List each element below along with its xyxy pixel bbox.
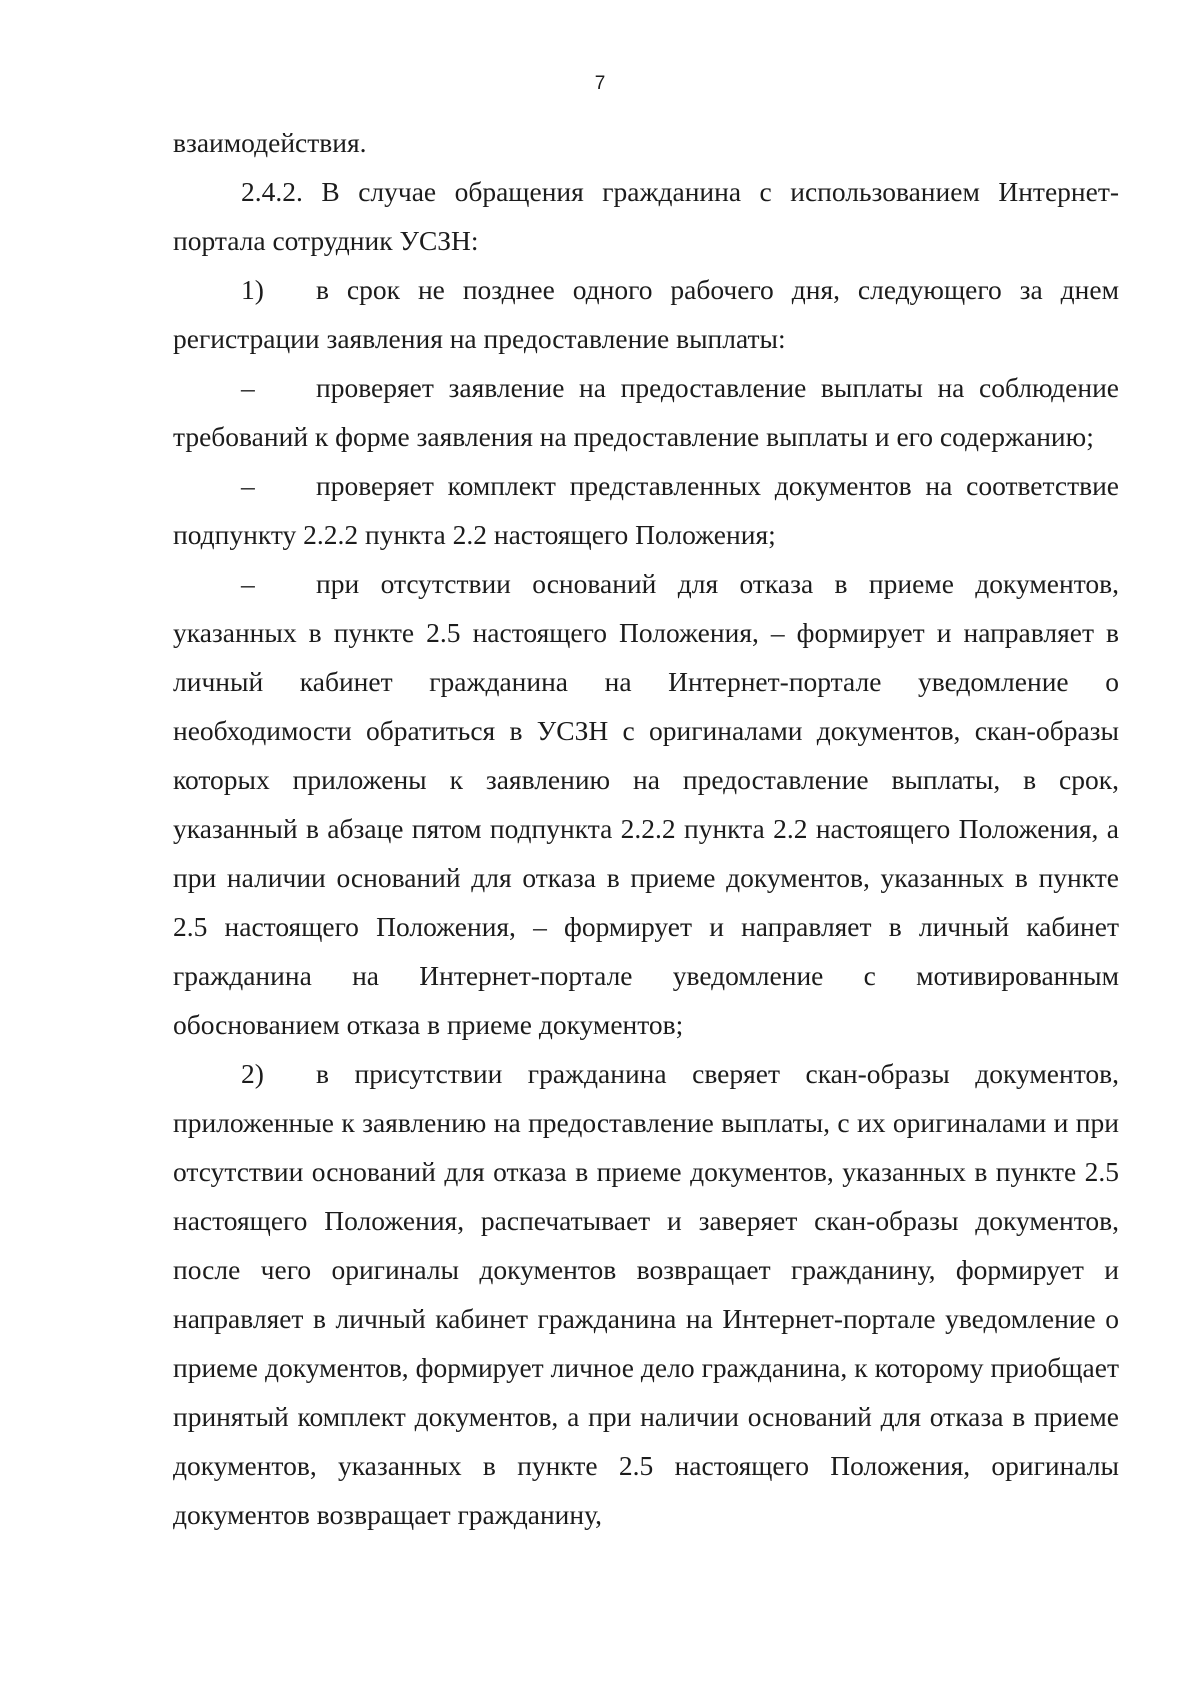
list-marker: 2) bbox=[241, 1058, 264, 1089]
list-marker: – bbox=[241, 372, 255, 403]
dash-item-check-documents bbox=[173, 461, 1119, 559]
paragraph-text: взаимодействия. bbox=[173, 127, 367, 158]
paragraph-text: проверяет заявление на предоставление выплаты на соблюдение требований к форме заявления на предоставление выплаты и его содержанию; bbox=[173, 372, 1119, 452]
paragraph-continuation bbox=[173, 118, 1119, 167]
paragraph-section-2-4-2 bbox=[173, 167, 1119, 265]
list-item-2 bbox=[173, 1049, 1119, 1539]
list-marker: – bbox=[241, 470, 255, 501]
document-body bbox=[173, 118, 1119, 1539]
dash-item-notification bbox=[173, 559, 1119, 1049]
paragraph-text: проверяет комплект представленных документов на соответствие подпункту 2.2.2 пункта 2.2 настоящего Положения; bbox=[173, 470, 1119, 550]
paragraph-text: в срок не позднее одного рабочего дня, следующего за днем регистрации заявления на предоставление выплаты: bbox=[173, 274, 1119, 354]
paragraph-text: в присутствии гражданина сверяет скан-образы документов, приложенные к заявлению на предоставление выплаты, с их оригиналами и при отсутствии оснований для отказа в приеме документов, указанных в пункте 2.5 настоящего Положения, распечатывает и заверяет скан-образы документов, после чего оригиналы документов возвращает гражданину, формирует и направляет в личный кабинет гражданина на Интернет-портале уведомление о приеме документов, формирует личное дело гражданина, к которому приобщает принятый комплект документов, а при наличии оснований для отказа в приеме документов, указанных в пункте 2.5 настоящего Положения, оригиналы документов возвращает гражданину, bbox=[173, 1058, 1119, 1530]
list-marker: – bbox=[241, 568, 255, 599]
paragraph-text: 2.4.2. В случае обращения гражданина с использованием Интернет-портала сотрудник УСЗН: bbox=[173, 176, 1119, 256]
list-item-1 bbox=[173, 265, 1119, 363]
list-marker: 1) bbox=[241, 274, 264, 305]
dash-item-check-application bbox=[173, 363, 1119, 461]
paragraph-text: при отсутствии оснований для отказа в приеме документов, указанных в пункте 2.5 настоящего Положения, – формирует и направляет в личный кабинет гражданина на Интернет-портале уведомление о необходимости обратиться в УСЗН с оригиналами документов, скан-образы которых приложены к заявлению на предоставление выплаты, в срок, указанный в абзаце пятом подпункта 2.2.2 пункта 2.2 настоящего Положения, а при наличии оснований для отказа в приеме документов, указанных в пункте 2.5 настоящего Положения, – формирует и направляет в личный кабинет гражданина на Интернет-портале уведомление с мотивированным обоснованием отказа в приеме документов; bbox=[173, 568, 1119, 1040]
page-number: 7 bbox=[594, 73, 606, 94]
